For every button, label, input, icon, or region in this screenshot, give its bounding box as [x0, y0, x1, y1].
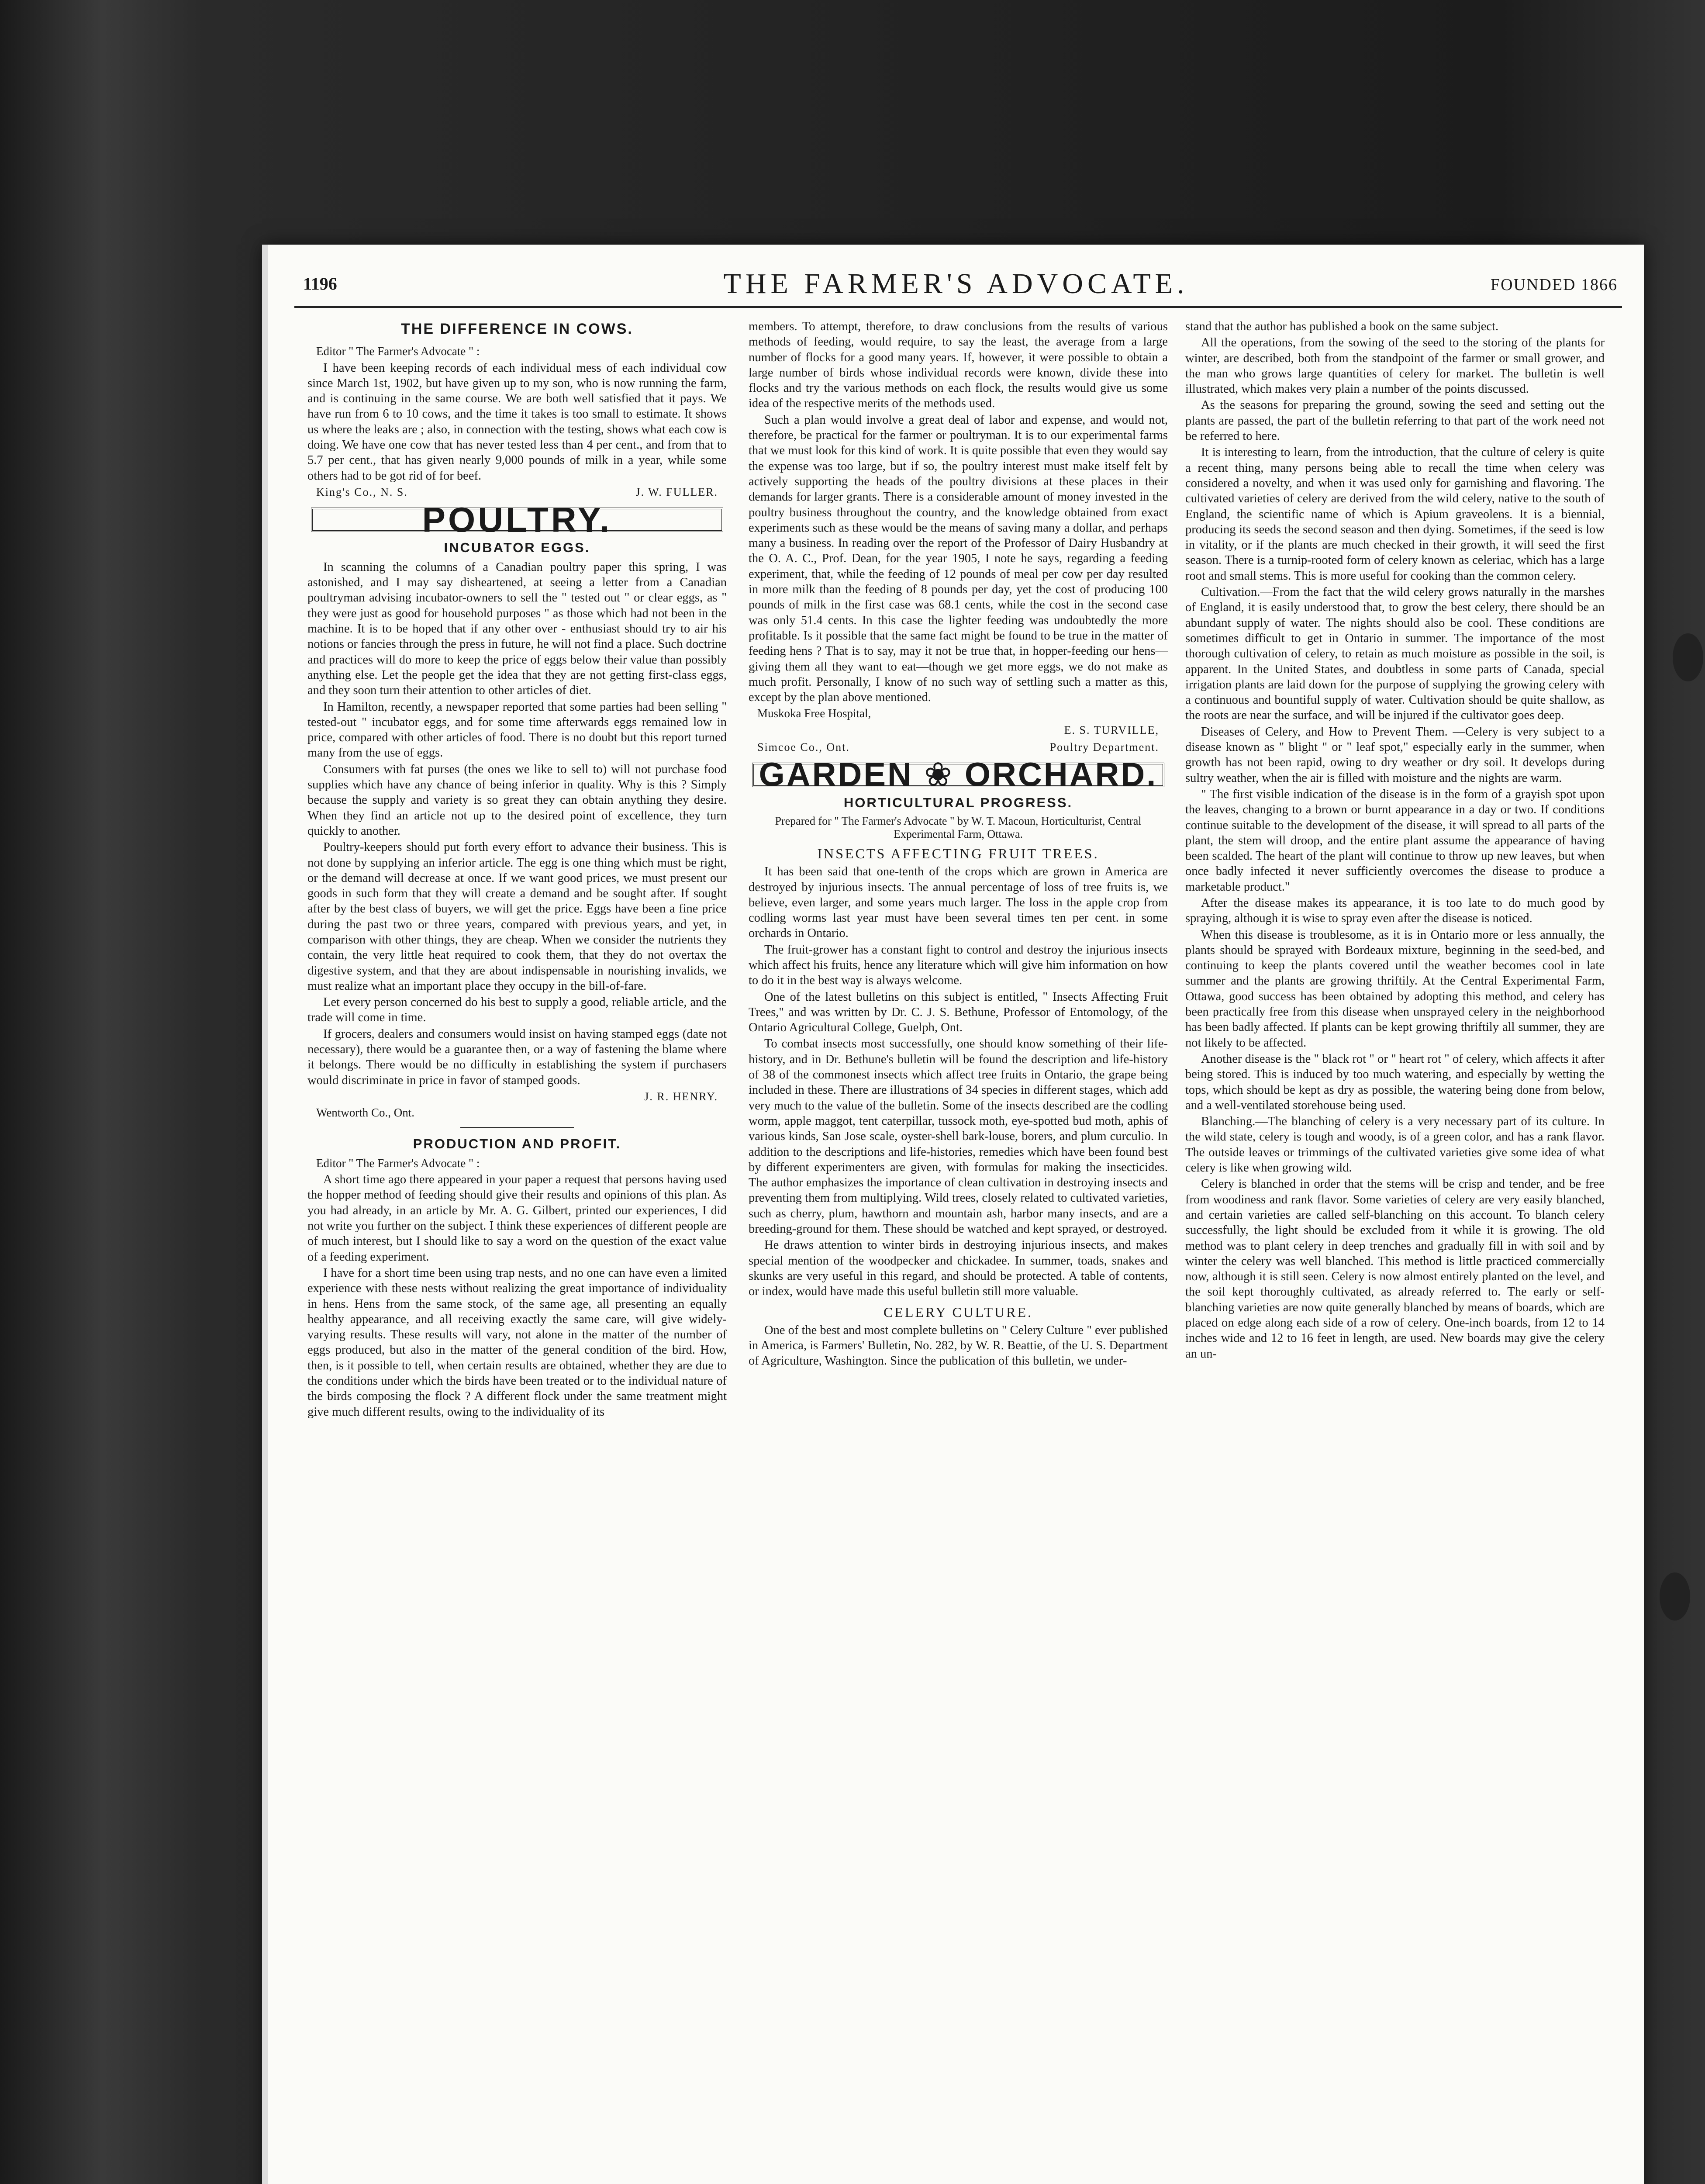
article-heading: INCUBATOR EGGS.	[444, 539, 590, 555]
paragraph: It has been said that one-tenth of the crops which are grown in America are destroyed by injurious insects. The annual percentage of loss of tree fruits is, we believe, even larger, and some years much larger. The loss in the apple crop from codling worms last year must have been several times ten per cent. in some orchards in Ontario.	[749, 865, 1168, 940]
paragraph: Poultry-keepers should put forth every effort to advance their business. This is not done by supplying an inferior article. The egg is one thing which must be right, or the demand will decrease at once. If we want good prices, we must present our goods in such form that they will create a demand and be sought after. If sought after by the best class of buyers, we will get the price. Eggs have been a fine price during the past two or three years, compared with previous years, and yet, in comparison with other things, they are cheap. When we consider the nutrients they contain, the very little heat required to cook them, that they do not overtax the digestive system, and that they are about indispensable in nourishing invalids, we must realize what an important place they occupy in the bill-of-fare.	[307, 840, 727, 993]
paragraph: Another disease is the " black rot " or " heart rot " of celery, which affects it after being stored. This is induced by too much watering, and especially by wetting the tops, which should be kept as dry as possible, the watering being done from below, and a well-ventilated storehouse being used.	[1185, 1052, 1605, 1112]
paragraph: One of the latest bulletins on this subject is entitled, " Insects Affecting Fruit Trees," and was written by Dr. C. J. S. Bethune, Professor of Entomology, of the Ontario Agricultural College, Guelph, Ont.	[749, 990, 1168, 1035]
signature	[749, 740, 1168, 755]
paragraph: One of the best and most complete bulletins on " Celery Culture " ever published in America, is Farmers' Bulletin, No. 282, by W. R. Beattie, of the U. S. Department of Agriculture, Washington. Since the publication of this bulletin, we under-	[749, 1323, 1168, 1368]
signature	[749, 722, 1168, 738]
paragraph: In Hamilton, recently, a newspaper reported that some parties had been selling " tested-out " incubator eggs, and for some time afterwards eggs remained low in price, compared with other articles of food. There is no doubt but this report turned many from the use of eggs.	[307, 700, 727, 760]
signature-name: J. W. FULLER.	[635, 485, 718, 498]
byline: Prepared for " The Farmer's Advocate " by W. T. Macoun, Horticulturist, Central Experimental Farm, Ottawa.	[775, 814, 1142, 840]
journal-title: THE FARMER'S ADVOCATE.	[723, 268, 1189, 300]
masthead-rule	[294, 306, 1622, 308]
paragraph: After the disease makes its appearance, it is too late to do much good by spraying, although it is wise to spray even after the disease is noticed.	[1185, 896, 1605, 926]
subheading: INSECTS AFFECTING FRUIT TREES.	[817, 845, 1099, 861]
page-content	[277, 262, 1635, 2184]
article-heading: PRODUCTION AND PROFIT.	[413, 1136, 621, 1151]
column-2	[749, 319, 1168, 1370]
paragraph: Celery is blanched in order that the stems will be crisp and tender, and be free from woodiness and rank flavor. Some varieties of celery are very easily blanched, and certain varieties are called self-blanching on this account. To blanch celery successfully, the light should be excluded from it while it is growing. The old method was to plant celery in deep trenches and gradually fill in with soil and by winter the celery was well blanched. This method is little practiced commercially now, although it is still seen. Celery is now almost entirely planted on the level, and the soil kept thoroughly cultivated, as already referred to. The early or self-blanching varieties are now quite generally blanched by means of boards, which are placed on edge along each side of a row of celery. One-inch boards, from 12 to 14 inches wide and 12 to 16 feet in length, are used. New boards may give the celery an un-	[1185, 1177, 1605, 1361]
salutation: Editor " The Farmer's Advocate " :	[316, 1156, 480, 1170]
article-heading: THE DIFFERENCE IN COWS.	[401, 321, 633, 337]
section-banner-poultry: POULTRY.	[311, 508, 723, 532]
paragraph: It is interesting to learn, from the introduction, that the culture of celery is quite a recent thing, many persons being able to recall the time when celery was considered a novelty, and when it was used only for garnishing and flavoring. The cultivated varieties of celery are derived from the wild celery, native to the south of England, the scientific name of which is Apium graveolens. It is a biennial, producing its seeds the second season and then dying. Sometimes, if the seed is low in vitality, or if the plants are much checked in their growth, it will seed the first season. There is a turnip-rooted form of celery known as celeriac, which has a large root and small stems. This is more useful for cooking than the common celery.	[1185, 446, 1605, 583]
masthead	[277, 262, 1635, 310]
column-1	[307, 319, 727, 1420]
signature-place: Wentworth Co., Ont.	[316, 1106, 415, 1120]
signature-name: E. S. TURVILLE,	[1064, 723, 1159, 736]
paragraph: Consumers with fat purses (the ones we like to sell to) will not purchase food supplies which have any chance of being inferior in quality. Why is this ? Simply because the supply and variety is so great they can obtain anything they desire. When they find an article not up to the desired point of excellence, they turn quickly to another.	[307, 762, 727, 838]
column-3	[1185, 319, 1605, 1362]
signature-org: Muskoka Free Hospital,	[757, 707, 871, 720]
paragraph: members. To attempt, therefore, to draw conclusions from the results of various methods of feeding, would require, to say the least, the average from a large number of flocks for a good many years. If, however, it were possible to obtain a large number of birds whose individual records were known, divide these into flocks and try the various methods on each flock, the results would give us some idea of the respective merits of the methods used.	[749, 320, 1168, 411]
newspaper-page	[262, 245, 1644, 2184]
salutation: Editor " The Farmer's Advocate " :	[316, 345, 480, 358]
paragraph: I have been keeping records of each individual mess of each individual cow since March 1st, 1902, but have given up to my son, who is now running the farm, and is continuing in the same course. We are both well satisfied that it pays. We have run from 6 to 10 cows, and the time it takes is too small to estimate. It shows us where the leaks are ; also, in connection with the testing, shows what each cow is doing. We have one cow that has never tested less than 4 per cent., and from that to 5.7 per cent., that has given nearly 9,000 pounds of milk in a year, while some others had to be got rid of for beef.	[307, 361, 727, 483]
paragraph: A short time ago there appeared in your paper a request that persons having used the hopper method of feeding should give their results and opinions of this plan. As you had already, in an article by Mr. A. G. Gilbert, printed our experiences, I did not write you further on the subject. I think these experiences of different people are of much interest, but I should like to say a word on the question of the exact value of a feeding experiment.	[307, 1173, 727, 1264]
signature-name: J. R. HENRY.	[644, 1090, 718, 1103]
paragraph: Blanching.—The blanching of celery is a very necessary part of its culture. In the wild state, celery is tough and woody, is of a green color, and has a rank flavor. The outside leaves or trimmings of the cultivated varieties give some idea of what celery is like when growing wild.	[1185, 1115, 1605, 1175]
section-banner-garden-orchard: GARDEN ❀ ORCHARD.	[752, 763, 1164, 787]
paragraph: Diseases of Celery, and How to Prevent Them. —Celery is very subject to a disease known as " blight " or " leaf spot," especially early in the summer, when growth has not been rapid, owing to dry weather or dry soil. It develops during sultry weather, when the air is filled with moisture and the nights are warm.	[1185, 725, 1605, 785]
paragraph: As the seasons for preparing the ground, sowing the seed and setting out the plants are passed, the part of the bulletin referring to that part of the work need not be referred to here.	[1185, 398, 1605, 443]
paragraph: stand that the author has published a book on the same subject.	[1185, 320, 1499, 333]
signature	[307, 484, 727, 500]
paragraph: Let every person concerned do his best to supply a good, reliable article, and the trade will come in time.	[307, 995, 727, 1025]
divider	[460, 1127, 574, 1128]
article-heading: HORTICULTURAL PROGRESS.	[843, 795, 1073, 810]
paragraph: I have for a short time been using trap nests, and no one can have even a limited experience with these nests without realizing the great importance of individuality in hens. Hens from the same stock, of the same age, all presenting an equally healthy appearance, and all receiving exactly the same care, will give widely-varying results. These results will vary, not alone in the matter of the number of eggs produced, but also in the matter of the general condition of the bird. How, then, is it possible to tell, when certain results are obtained, whether they are due to the conditions under which the birds have been treated or to the individual nature of the birds composing the flock ? A different flock under the same treatment might give much different results, owing to the individuality of its	[307, 1266, 727, 1419]
signature-title: Poultry Department.	[1049, 741, 1159, 754]
paragraph: Such a plan would involve a great deal of labor and expense, and would not, therefore, be practical for the farmer or poultryman. It is to our experimental farms that we must look for this kind of work. It is quite possible that even they would say the expense was too large, but if so, the poultry interest must make itself felt by actively supporting the heads of the poultry divisions at these places in their demands for larger grants. There is a considerable amount of money invested in the poultry business throughout the country, and the knowledge obtained from exact experiments such as these would be the means of saving many a dollar, and perhaps many a business. In reading over the report of the Professor of Dairy Husbandry at the O. A. C., Prof. Dean, for the year 1905, I note he says, regarding a feeding experiment, that, while the feeding of 12 pounds of meal per cow per day resulted in more milk than the feeding of 8 pounds per day, yet the cost of producing 100 pounds of milk in the first case was 68.1 cents, while the cost in the second case was only 51.4 cents. In this case the lighter feeding was undoubtedly the more profitable. Is it possible that the same fact might be found to be true in the matter of feeding hens ? That is to say, may it not be true that, in hopper-feeding our hens—giving them all they want to eat—though we get more eggs, we do not make as much profit. Personally, I know of no such way of settling such a matter as this, except by the plan above mentioned.	[749, 413, 1168, 705]
founded-year: FOUNDED 1866	[1490, 276, 1618, 294]
subheading: CELERY CULTURE.	[883, 1304, 1033, 1320]
paragraph: All the operations, from the sowing of the seed to the storing of the plants for winter, are described, both from the standpoint of the farmer or small grower, and the man who grows large quantities of celery for market. The bulletin is well illustrated, which makes very plain a number of the points discussed.	[1185, 336, 1605, 396]
paragraph: He draws attention to winter birds in destroying injurious insects, and makes special mention of the woodpecker and chickadee. In summer, toads, snakes and skunks are very useful in this regard, and should be protected. A table of contents, or index, would have made this useful bulletin still more valuable.	[749, 1238, 1168, 1299]
binding-hole	[1660, 1572, 1690, 1621]
paragraph: If grocers, dealers and consumers would insist on having stamped eggs (date not necessary), there would be a guarantee then, or a way of fastening the blame where it belongs. There would be no difficulty in establishing the system if purchasers would discriminate in price in favor of stamped goods.	[307, 1027, 727, 1087]
signature-place: King's Co., N. S.	[316, 485, 408, 498]
paragraph: To combat insects most successfully, one should know something of their life-history, and in Dr. Bethune's bulletin will be found the description and life-history of 38 of the commonest insects which affect tree fruits in Ontario, the grape being included in these. There are illustrations of 34 species in different stages, which add very much to the value of the bulletin. Some of the insects described are the codling worm, apple maggot, tent caterpillar, tussock moth, eye-spotted bud moth, aphis of various kinds, San Jose scale, oyster-shell bark-louse, borers, and plum curculio. In addition to the descriptions and life-histories, remedies which have been found best by different experimenters are given, with formulas for making the insecticides. The author emphasizes the importance of clean cultivation in destroying insects and preventing them from multiplying. Wild trees, closely related to cultivated varieties, such as cherry, plum, hawthorn and mountain ash, harbor many insects, and are a breeding-ground for them. These should be watched and kept sprayed, or destroyed.	[749, 1037, 1168, 1236]
paragraph: In scanning the columns of a Canadian poultry paper this spring, I was astonished, and I may say disheartened, at seeing a letter from a Canadian poultryman advising incubator-owners to sell the " tested out " or clear eggs, as " they were just as good for household purposes " as those which had not been in the machine. It is to be hoped that if any other over - enthusiast should try to air his notions or fancies through the press in future, he will not find a place. Such doctrine and practices will do more to keep the price of eggs below their value than possibly anything else. Let the people get the idea that they are not getting first-class eggs, and they soon turn their attention to other articles of diet.	[307, 560, 727, 698]
paragraph: " The first visible indication of the disease is in the form of a grayish spot upon the leaves, changing to a brown or burnt appearance in a day or two. If conditions continue suitable to the development of the disease, it will spread to all parts of the plant, the stem will droop, and the entire plant assume the appearance of having been scalded. The heart of the plant will continue to throw up new leaves, but when once badly infected it never sufficiently overcomes the disease to produce a marketable product."	[1185, 787, 1605, 894]
binding-hole	[1673, 633, 1703, 681]
paragraph: The fruit-grower has a constant fight to control and destroy the injurious insects which affect his fruits, hence any literature which will give him information on how to do it in the best way is always welcome.	[749, 943, 1168, 988]
paragraph: When this disease is troublesome, as it is in Ontario more or less annually, the plants should be sprayed with Bordeaux mixture, beginning in the seed-bed, and continuing to keep the plants covered until the weather becomes cool in late summer and the plants are growing thriftily. At the Central Experimental Farm, Ottawa, good success has been obtained by adopting this method, and celery has been practically free from this disease when unsprayed celery in the neighborhood has been badly affected. If plants can be kept growing thriftily all summer, they are not likely to be affected.	[1185, 928, 1605, 1050]
paragraph: Cultivation.—From the fact that the wild celery grows naturally in the marshes of England, it is easily understood that, to grow the best celery, there should be an abundant supply of water. The nights should also be cool. These conditions are sometimes difficult to get in Ontario in summer. The importance of the most thorough cultivation of celery, to retain as much moisture as possible in the soil, is apparent. In the United States, and doubtless in some parts of Canada, special irrigation plants are laid down for the purpose of supplying the growing celery with a continuous and bountiful supply of water. Cultivation should be quite shallow, as the roots are near the surface, and will be injured if the cultivator goes deep.	[1185, 585, 1605, 722]
signature-place: Simcoe Co., Ont.	[757, 741, 850, 754]
page-number: 1196	[303, 274, 337, 294]
